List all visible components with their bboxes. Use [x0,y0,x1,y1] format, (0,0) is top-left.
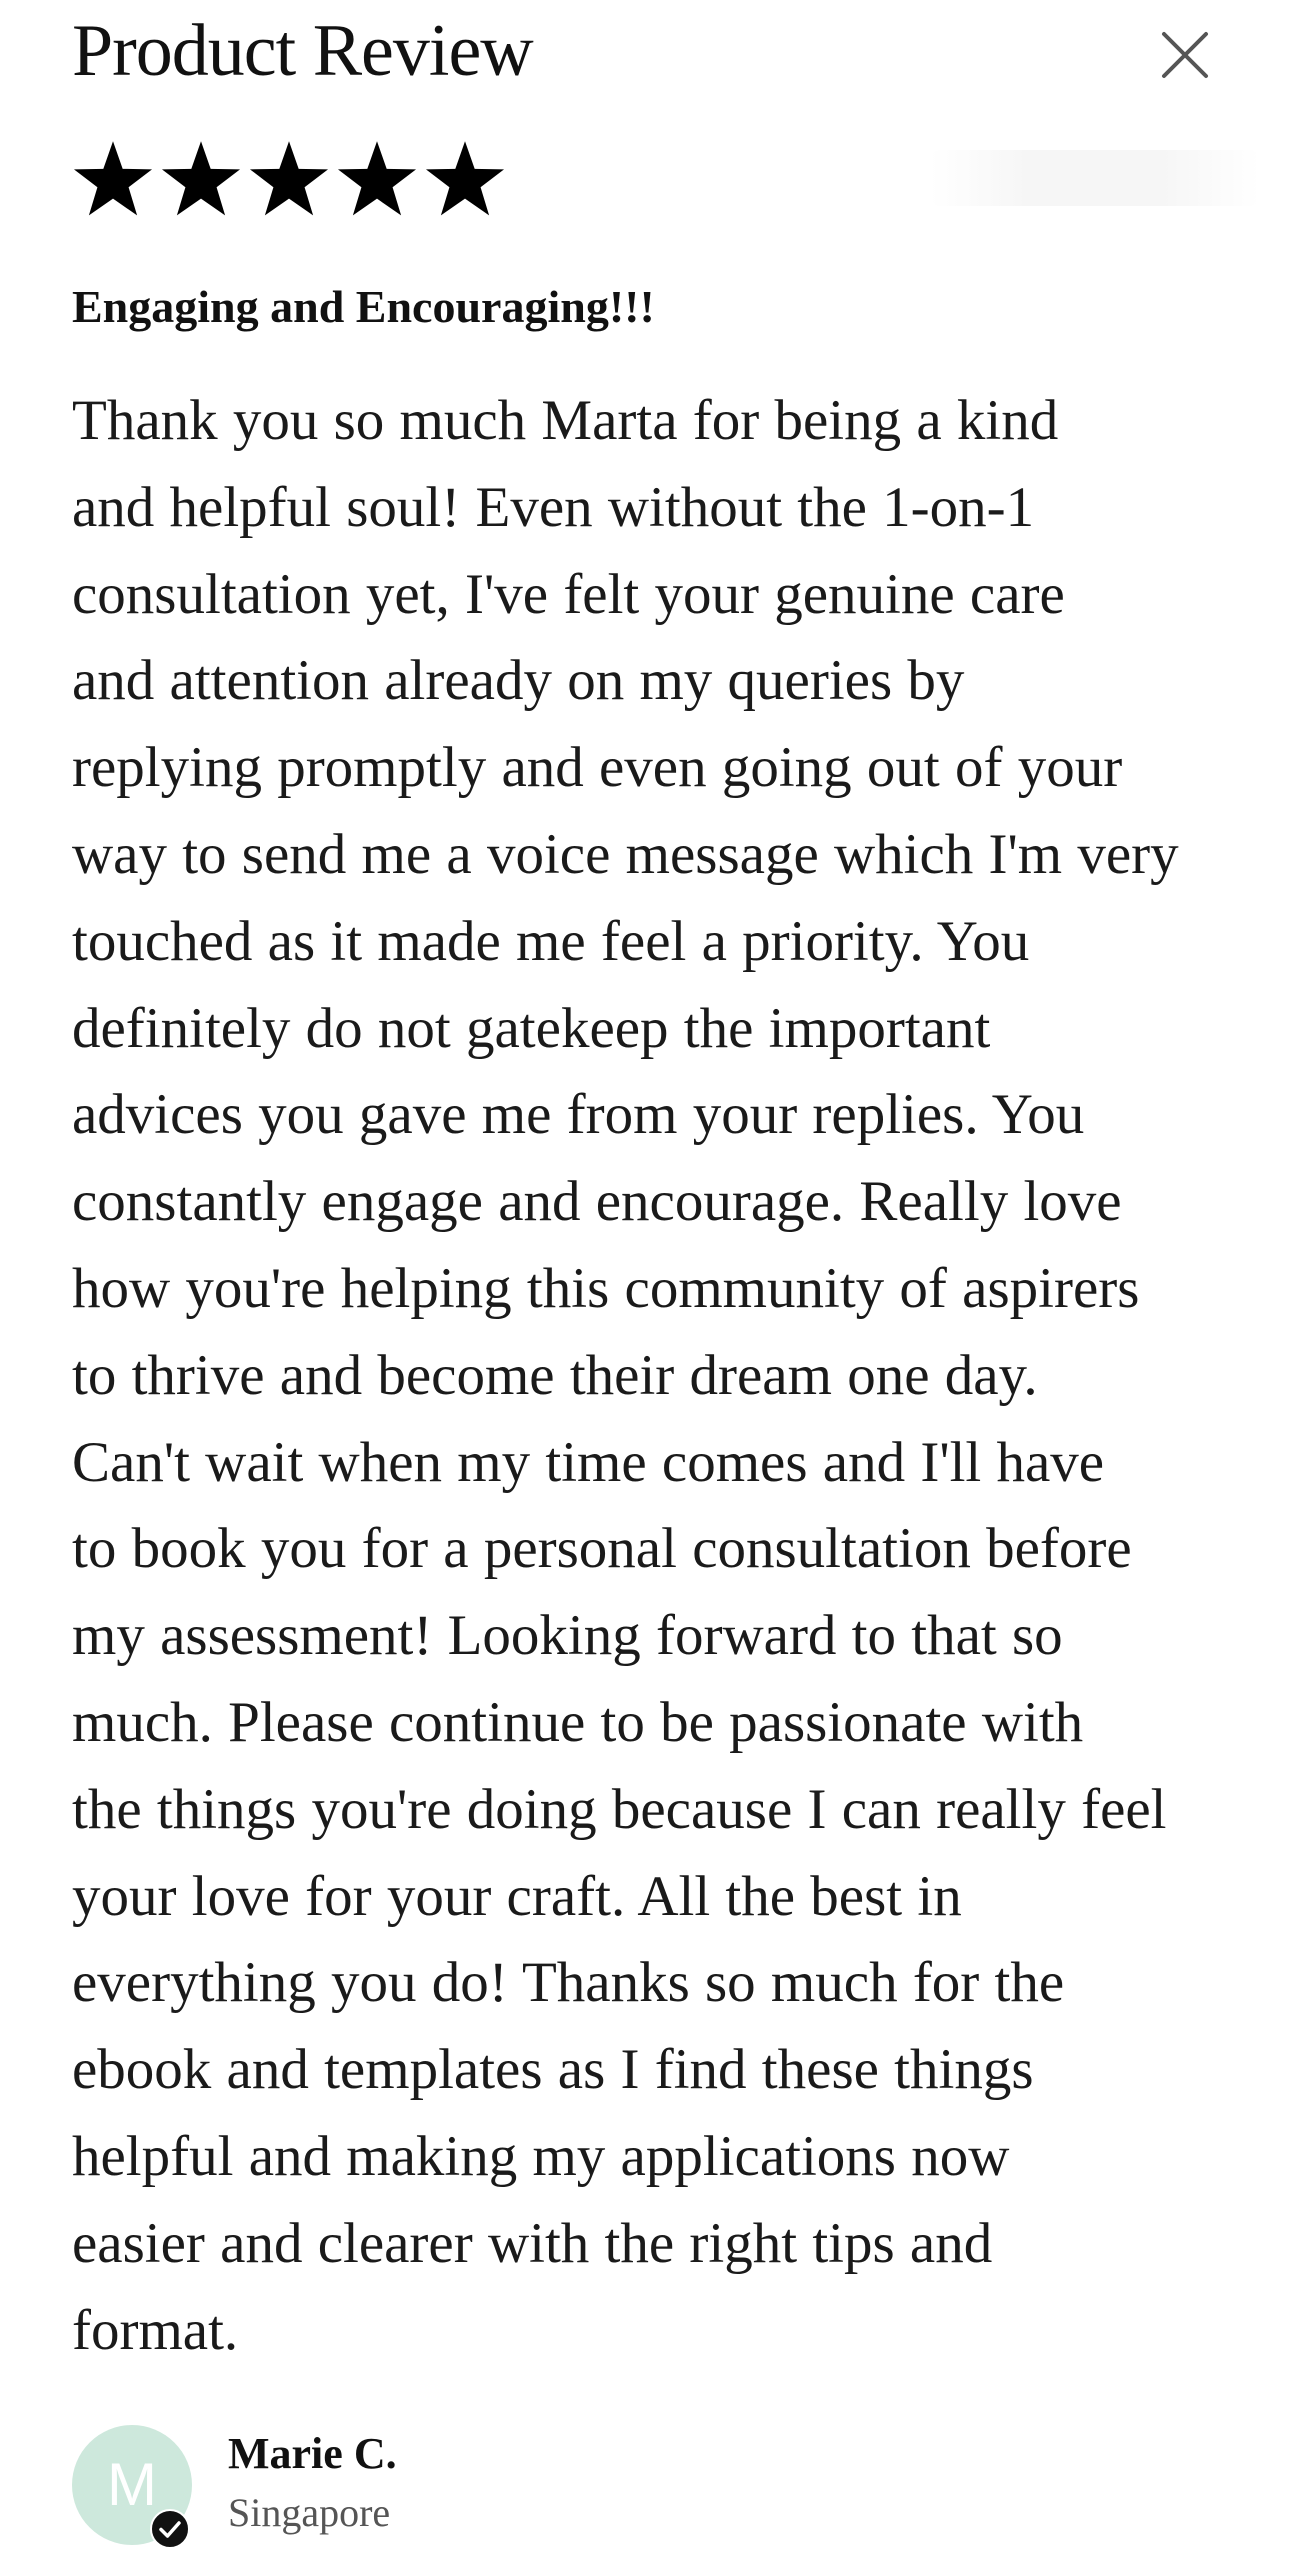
review-body-line: much. Please continue to be passionate with [72,1690,1084,1754]
verified-check-icon [150,2509,190,2549]
review-body-line: easier and clearer with the right tips and [72,2211,993,2275]
author-location: Singapore [228,2490,391,2535]
review-body-line: everything you do! Thanks so much for the [72,1951,1065,2015]
close-button[interactable] [1140,10,1230,100]
star-icon [424,138,506,220]
star-icon [248,138,330,220]
review-body-line: touched as it made me feel a priority. You [72,909,1030,973]
review-author [72,2425,772,2545]
review-date-placeholder [930,150,1260,206]
review-body-line: my assessment! Looking forward to that so [72,1604,1063,1668]
review-title: Engaging and Encouraging!!! [72,281,655,332]
page-title: Product Review [72,10,533,92]
review-body-line: Thank you so much Marta for being a kind [72,389,1059,452]
review-body-line: definitely do not gatekeep the important [72,996,991,1060]
close-icon [1140,10,1230,100]
review-body-line: advices you gave me from your replies. You [72,1083,1085,1147]
star-icon [160,138,242,220]
review-body-line: Can't wait when my time comes and I'll have [72,1430,1105,1494]
review-body-line: consultation yet, I've felt your genuine care [72,562,1065,626]
avatar: M [72,2425,192,2545]
review-body-line: constantly engage and encourage. Really love [72,1170,1122,1234]
review-body-line: to thrive and become their dream one day. [72,1343,1038,1407]
review-body-line: the things you're doing because I can really feel [72,1777,1167,1841]
review-body-line: and attention already on my queries by [72,649,965,713]
review-body-line: replying promptly and even going out of your [72,736,1123,800]
author-name: Marie C. [228,2429,397,2478]
review-body-line: helpful and making my applications now [72,2124,1010,2188]
review-body-line: to book you for a personal consultation before [72,1517,1132,1581]
review-body [72,378,1232,2374]
review-body-line: and helpful soul! Even without the 1-on-1 [72,475,1035,539]
review-body-line: how you're helping this community of aspirers [72,1256,1140,1320]
star-icon [336,138,418,220]
star-rating [72,138,506,220]
review-body-line: ebook and templates as I find these things [72,2038,1034,2102]
star-icon [72,138,154,220]
review-body-line: format. [72,2298,239,2362]
review-body-line: your love for your craft. All the best in [72,1864,962,1928]
review-body-line: way to send me a voice message which I'm very [72,822,1179,886]
